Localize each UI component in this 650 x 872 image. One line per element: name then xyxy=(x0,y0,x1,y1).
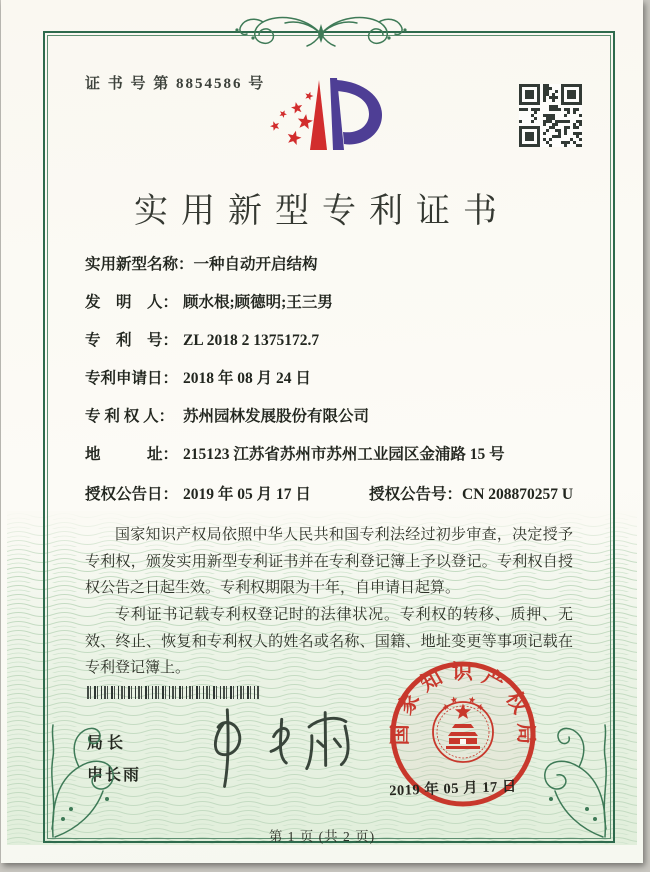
certificate-title: 实用新型专利证书 xyxy=(134,193,510,230)
field-value: 苏州园林发展股份有限公司 xyxy=(183,408,370,425)
grant-number-value: CN 208870257 U xyxy=(462,486,574,503)
grant-date-label: 授权公告日： xyxy=(85,486,179,503)
grant-number-group xyxy=(369,482,573,504)
field-row-patentee xyxy=(85,404,583,426)
field-label: 专 利 权 人： xyxy=(85,408,175,425)
signature-icon xyxy=(191,693,376,794)
field-row-patent-number xyxy=(85,328,583,350)
grant-number-label: 授权公告号： xyxy=(369,486,463,503)
body-paragraph: 专利证书记载专利权登记时的法律状况。专利权的转移、质押、无效、终止、恢复和专利权人的姓名或名称、国籍、地址变更等事项记载在专利登记簿上。 xyxy=(85,607,573,677)
field-value: 2018 年 08 月 24 日 xyxy=(183,370,311,387)
grant-date-value: 2019 年 05 月 17 日 xyxy=(183,486,311,503)
field-value: ZL 2018 2 1375172.7 xyxy=(183,332,320,349)
cnipa-logo-icon xyxy=(263,72,403,167)
field-row-name xyxy=(85,252,583,274)
qr-code-icon xyxy=(519,84,582,147)
director-title: 局长 xyxy=(87,735,128,752)
field-row-grant xyxy=(85,482,583,504)
seal-agency-text: 国家知识产权局 xyxy=(387,659,539,746)
certificate-sheet xyxy=(1,0,643,863)
seal-date: 2019 年 05 月 17 日 xyxy=(388,778,518,800)
director-name: 申长雨 xyxy=(87,767,142,784)
field-value: 一种自动开启结构 xyxy=(193,256,318,273)
field-row-address xyxy=(85,442,583,464)
field-label: 专利申请日： xyxy=(85,370,179,387)
field-label: 地 址： xyxy=(85,446,179,463)
field-label: 发 明 人： xyxy=(85,294,179,311)
field-row-filing-date xyxy=(85,366,583,388)
certificate-number: 证 书 号 第 8854586 号 xyxy=(85,76,266,92)
page-footer: 第 1 页 (共 2 页) xyxy=(268,829,376,844)
field-value: 顾水根;顾德明;王三男 xyxy=(183,294,333,311)
field-label: 专 利 号： xyxy=(85,332,179,349)
field-label: 实用新型名称： xyxy=(85,256,194,273)
barcode-icon xyxy=(87,686,259,699)
field-value: 215123 江苏省苏州市苏州工业园区金浦路 15 号 xyxy=(183,446,505,463)
body-paragraph: 国家知识产权局依照中华人民共和国专利法经过初步审查，决定授予专利权，颁发实用新型专利证书并在专利登记簿上予以登记。专利权自授权公告之日起生效。专利权期限为十年，自申请日起算。 xyxy=(85,527,573,597)
field-row-inventor xyxy=(85,290,583,312)
